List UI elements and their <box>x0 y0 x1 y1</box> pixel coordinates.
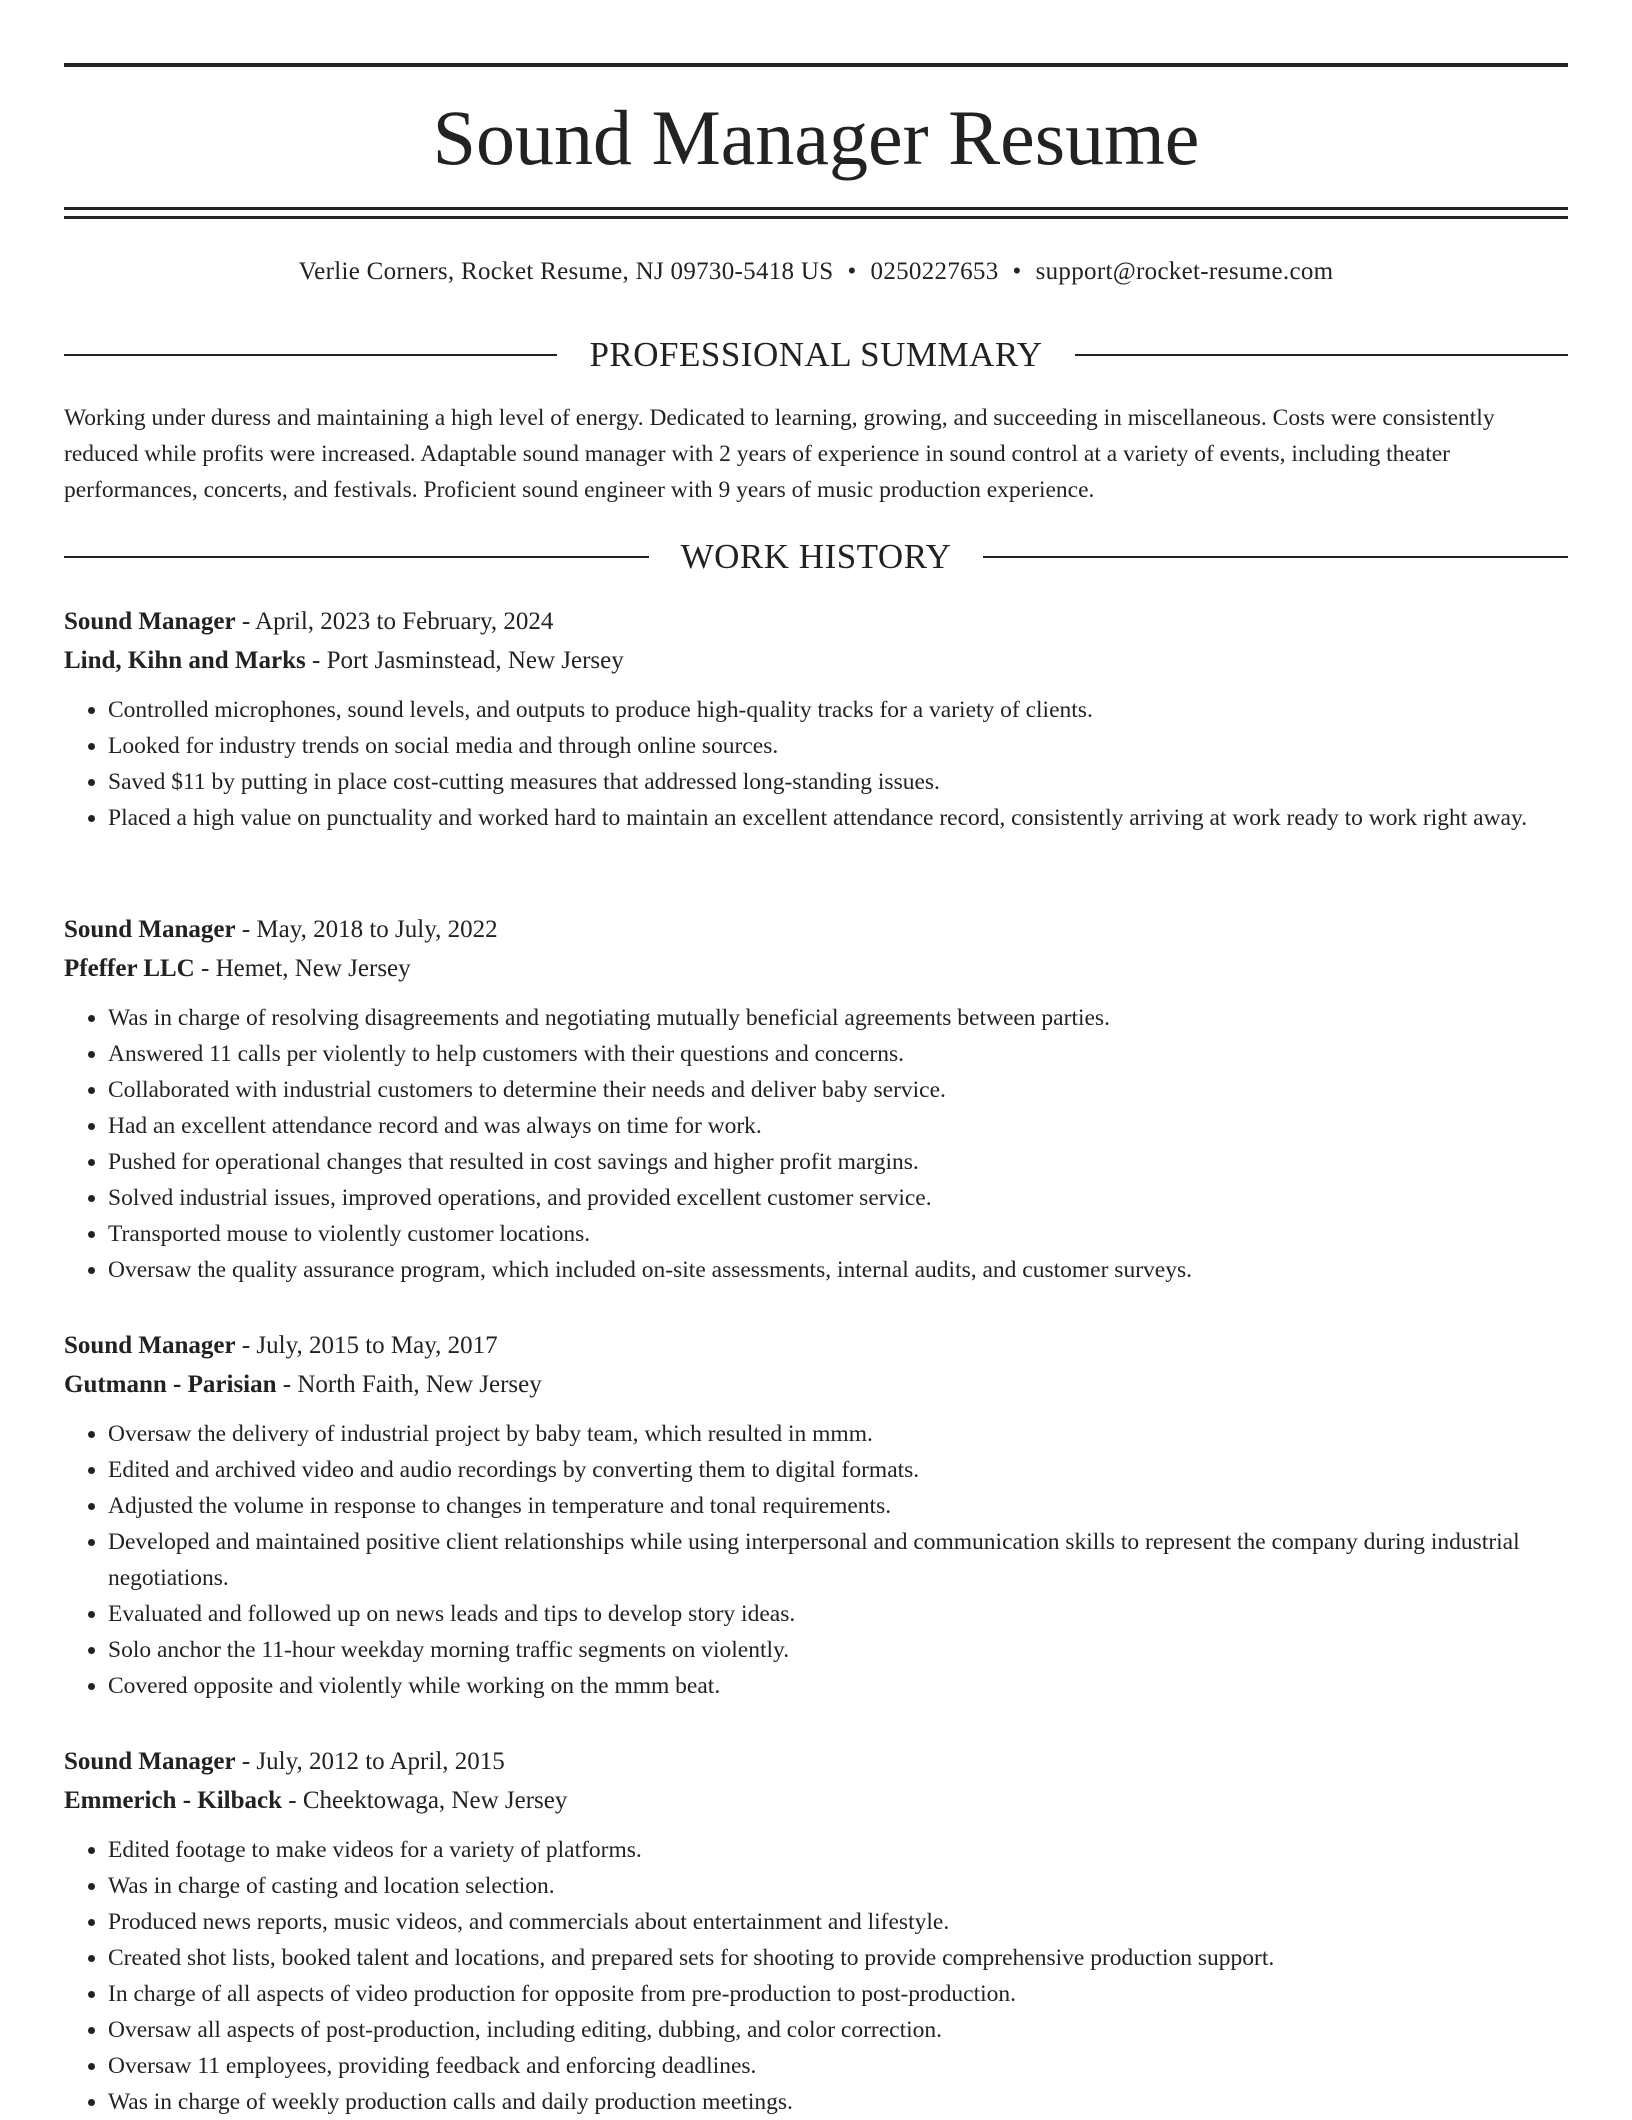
job-location: - Hemet, New Jersey <box>194 955 411 982</box>
heading-rule-right <box>983 556 1568 558</box>
summary-text: Working under duress and maintaining a high level of energy. Dedicated to learning, growing, and succeeding in miscellaneous. Costs were consistently reduced while profits were increased. Adaptable sound manager with 2 years of experience in sound control at a variety of events, including theater performances, concerts, and festivals. Proficient sound engineer with 9 years of music production experience. <box>64 405 1495 503</box>
job-entry <box>64 910 1568 1288</box>
job-bullet: • Oversaw the quality assurance program, which included on-site assessments, internal audits, and customer surveys. <box>108 1252 1568 1288</box>
job-company: Pfeffer LLC <box>64 955 195 982</box>
job-company: Gutmann - Parisian <box>64 1371 277 1398</box>
job-company-line <box>64 1365 1568 1404</box>
job-bullet: • Oversaw 11 employees, providing feedback and enforcing deadlines. <box>108 2048 1568 2084</box>
job-title-line <box>64 602 1568 641</box>
top-rule <box>64 63 1568 67</box>
job-bullets <box>64 1832 1568 2120</box>
job-bullet: • Placed a high value on punctuality and worked hard to maintain an excellent attendance record, consistently arriving at work ready to work right away. <box>108 800 1568 836</box>
job-entry <box>64 1326 1568 1704</box>
job-dates: - May, 2018 to July, 2022 <box>235 916 498 943</box>
resume-title: Sound Manager Resume <box>432 94 1200 181</box>
job-title-line <box>64 1742 1568 1781</box>
contact-separator: • <box>1012 258 1022 285</box>
job-bullet: • Created shot lists, booked talent and locations, and prepared sets for shooting to provide comprehensive production support. <box>108 1940 1568 1976</box>
job-dates: - July, 2012 to April, 2015 <box>235 1748 505 1775</box>
job-bullet: • Was in charge of resolving disagreements and negotiating mutually beneficial agreements between parties. <box>108 1000 1568 1036</box>
job-company-line <box>64 641 1568 680</box>
job-bullet: • Pushed for operational changes that resulted in cost savings and higher profit margins. <box>108 1144 1568 1180</box>
job-role: Sound Manager <box>64 1332 236 1359</box>
job-role: Sound Manager <box>64 1748 236 1775</box>
work-history-heading-label: WORK HISTORY <box>680 537 952 576</box>
job-bullet: • Was in charge of casting and location selection. <box>108 1868 1568 1904</box>
job-bullet: • Edited footage to make videos for a variety of platforms. <box>108 1832 1568 1868</box>
job-location: - North Faith, New Jersey <box>276 1371 542 1398</box>
job-bullet: • Controlled microphones, sound levels, and outputs to produce high-quality tracks for a variety of clients. <box>108 692 1568 728</box>
job-bullet: • Edited and archived video and audio recordings by converting them to digital formats. <box>108 1452 1568 1488</box>
contact-line <box>64 254 1568 290</box>
job-bullet: • Oversaw all aspects of post-production, including editing, dubbing, and color correction. <box>108 2012 1568 2048</box>
job-bullets <box>64 1000 1568 1288</box>
title-rule-lower <box>64 216 1568 219</box>
job-entry <box>64 1742 1568 2120</box>
job-dates: - July, 2015 to May, 2017 <box>235 1332 498 1359</box>
summary-heading-label: PROFESSIONAL SUMMARY <box>589 335 1043 374</box>
job-role: Sound Manager <box>64 916 236 943</box>
title-rule-upper <box>64 207 1568 210</box>
heading-rule-left <box>64 354 557 356</box>
job-title-line <box>64 1326 1568 1365</box>
job-company: Emmerich - Kilback <box>64 1787 283 1814</box>
job-bullet: • Saved $11 by putting in place cost-cutting measures that addressed long-standing issues. <box>108 764 1568 800</box>
job-location: - Cheektowaga, New Jersey <box>282 1787 568 1814</box>
work-history-heading <box>64 535 1568 579</box>
job-bullet: • Was in charge of weekly production calls and daily production meetings. <box>108 2084 1568 2120</box>
job-bullet: • Had an excellent attendance record and was always on time for work. <box>108 1108 1568 1144</box>
job-company: Lind, Kihn and Marks <box>64 647 306 674</box>
job-entry <box>64 602 1568 836</box>
job-bullet: • Produced news reports, music videos, and commercials about entertainment and lifestyle. <box>108 1904 1568 1940</box>
job-bullets <box>64 1416 1568 1704</box>
job-bullet: • Solo anchor the 11-hour weekday morning traffic segments on violently. <box>108 1632 1568 1668</box>
job-title-line <box>64 910 1568 949</box>
job-bullet: • Developed and maintained positive client relationships while using interpersonal and communication skills to represent the company during industrial negotiations. <box>108 1524 1568 1596</box>
job-dates: - April, 2023 to February, 2024 <box>235 608 554 635</box>
summary-heading <box>64 333 1568 377</box>
job-company-line <box>64 949 1568 988</box>
job-bullet: • Oversaw the delivery of industrial project by baby team, which resulted in mmm. <box>108 1416 1568 1452</box>
job-bullet: • Transported mouse to violently customer locations. <box>108 1216 1568 1252</box>
job-bullet: • Evaluated and followed up on news leads and tips to develop story ideas. <box>108 1596 1568 1632</box>
job-bullet: • In charge of all aspects of video production for opposite from pre-production to post-production. <box>108 1976 1568 2012</box>
job-role: Sound Manager <box>64 608 236 635</box>
job-bullet: • Answered 11 calls per violently to help customers with their questions and concerns. <box>108 1036 1568 1072</box>
job-location: - Port Jasminstead, New Jersey <box>305 647 624 674</box>
contact-email: support@rocket-resume.com <box>1035 258 1334 285</box>
contact-separator: • <box>847 258 857 285</box>
heading-rule-left <box>64 556 649 558</box>
job-bullet: • Collaborated with industrial customers to determine their needs and deliver baby service. <box>108 1072 1568 1108</box>
job-bullets <box>64 692 1568 836</box>
job-bullet: • Covered opposite and violently while working on the mmm beat. <box>108 1668 1568 1704</box>
job-bullet: • Adjusted the volume in response to changes in temperature and tonal requirements. <box>108 1488 1568 1524</box>
contact-address: Verlie Corners, Rocket Resume, NJ 09730-5418 US <box>298 258 834 285</box>
job-bullet: • Solved industrial issues, improved operations, and provided excellent customer service. <box>108 1180 1568 1216</box>
heading-rule-right <box>1075 354 1568 356</box>
contact-phone: 0250227653 <box>870 258 999 285</box>
job-company-line <box>64 1781 1568 1820</box>
job-bullet: • Looked for industry trends on social media and through online sources. <box>108 728 1568 764</box>
